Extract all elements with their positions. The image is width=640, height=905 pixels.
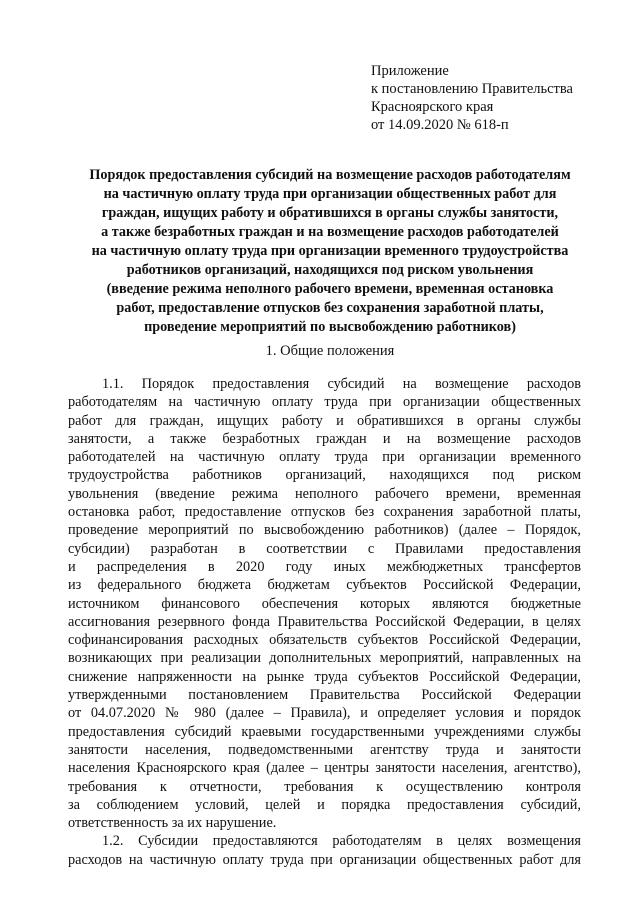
paragraph-line: занятости, а также безработных граждан и на возмещение расходов: [68, 430, 581, 447]
paragraph-line: снижение напряженности на рынке труда субъектов Российской Федерации,: [68, 668, 581, 685]
paragraph-line: возникающих при реализации дополнительных мероприятий, направленных на: [68, 650, 581, 667]
paragraph-line: работодателям на частичную оплату труда при организации общественных: [68, 394, 581, 411]
annex-line: Красноярского края: [371, 99, 494, 115]
paragraph-line: от 04.07.2020 № 980 (далее – Правила), и определяет условия и порядок: [68, 705, 581, 722]
paragraph-line: работ для граждан, ищущих работу и обратившихся в органы службы: [68, 412, 581, 429]
annex-header: [371, 62, 573, 134]
paragraph-line: из федерального бюджета бюджетам субъектов Российской Федерации,: [68, 577, 581, 594]
annex-line: Приложение: [371, 63, 449, 79]
title-line: граждан, ищущих работу и обратившихся в органы службы занятости,: [101, 205, 559, 221]
title-line: проведение мероприятий по высвобождению работников): [144, 319, 516, 335]
annex-line: к постановлению Правительства: [371, 81, 573, 97]
paragraph-line: за соблюдением условий, целей и порядка предоставления субсидий,: [68, 796, 581, 813]
paragraph-line: занятости населения, подведомственными агентству труда и занятости: [68, 741, 581, 758]
paragraph-line: и распределения в 2020 году иных межбюджетных трансфертов: [68, 558, 581, 575]
document-title: [60, 166, 600, 337]
paragraph-line: остановка работ, предоставление отпусков без сохранения заработной платы,: [68, 504, 581, 521]
paragraph-line: субсидии) разработан в соответствии с Правилами предоставления: [68, 540, 581, 557]
paragraph-line: работодателей на частичную оплату труда при организации временного: [68, 449, 581, 466]
paragraph-1-2: [68, 832, 581, 869]
title-line: работ, предоставление отпусков без сохранения заработной платы,: [116, 300, 544, 316]
paragraph-line: населения Красноярского края (далее – центры занятости населения, агентство),: [68, 760, 581, 777]
paragraph-line: увольнения (введение режима неполного рабочего времени, временная: [68, 485, 581, 502]
document-body: [68, 375, 581, 869]
paragraph-line: расходов на частичную оплату труда при организации общественных работ для: [68, 851, 581, 868]
paragraph-line: 1.1. Порядок предоставления субсидий на возмещение расходов: [102, 376, 581, 392]
title-line: работников организаций, находящихся под риском увольнения: [126, 262, 534, 278]
paragraph-line: 1.2. Субсидии предоставляются работодателям в целях возмещения: [102, 833, 581, 850]
title-line: (введение режима неполного рабочего времени, временная остановка: [106, 281, 554, 297]
paragraph-line: проведение мероприятий по высвобождению работников) (далее – Порядок,: [68, 522, 581, 539]
paragraph-1-1: [68, 375, 581, 832]
paragraph-line: ответственность за их нарушение.: [68, 815, 277, 832]
annex-line: от 14.09.2020 № 618-п: [371, 117, 509, 133]
title-line: на частичную оплату труда при организации общественных работ для: [103, 186, 557, 202]
title-line: Порядок предоставления субсидий на возмещение расходов работодателям: [89, 167, 571, 183]
paragraph-line: требования к отчетности, требования к осуществлению контроля: [68, 778, 581, 795]
paragraph-line: трудоустройства работников организаций, находящихся под риском: [68, 467, 581, 484]
paragraph-line: предоставления субсидий краевыми государственными учреждениями службы: [68, 723, 581, 740]
paragraph-line: софинансирования расходных обязательств субъектов Российской Федерации,: [68, 632, 581, 649]
paragraph-line: источником финансового обеспечения которых являются бюджетные: [68, 595, 581, 612]
paragraph-line: утвержденными постановлением Правительства Российской Федерации: [68, 687, 581, 704]
section-heading: 1. Общие положения: [265, 343, 395, 359]
title-line: на частичную оплату труда при организации временного трудоустройства: [91, 243, 569, 259]
title-line: а также безработных граждан и на возмещение расходов работодателей: [101, 224, 559, 240]
paragraph-line: ассигнования резервного фонда Правительства Российской Федерации, в целях: [68, 613, 581, 630]
